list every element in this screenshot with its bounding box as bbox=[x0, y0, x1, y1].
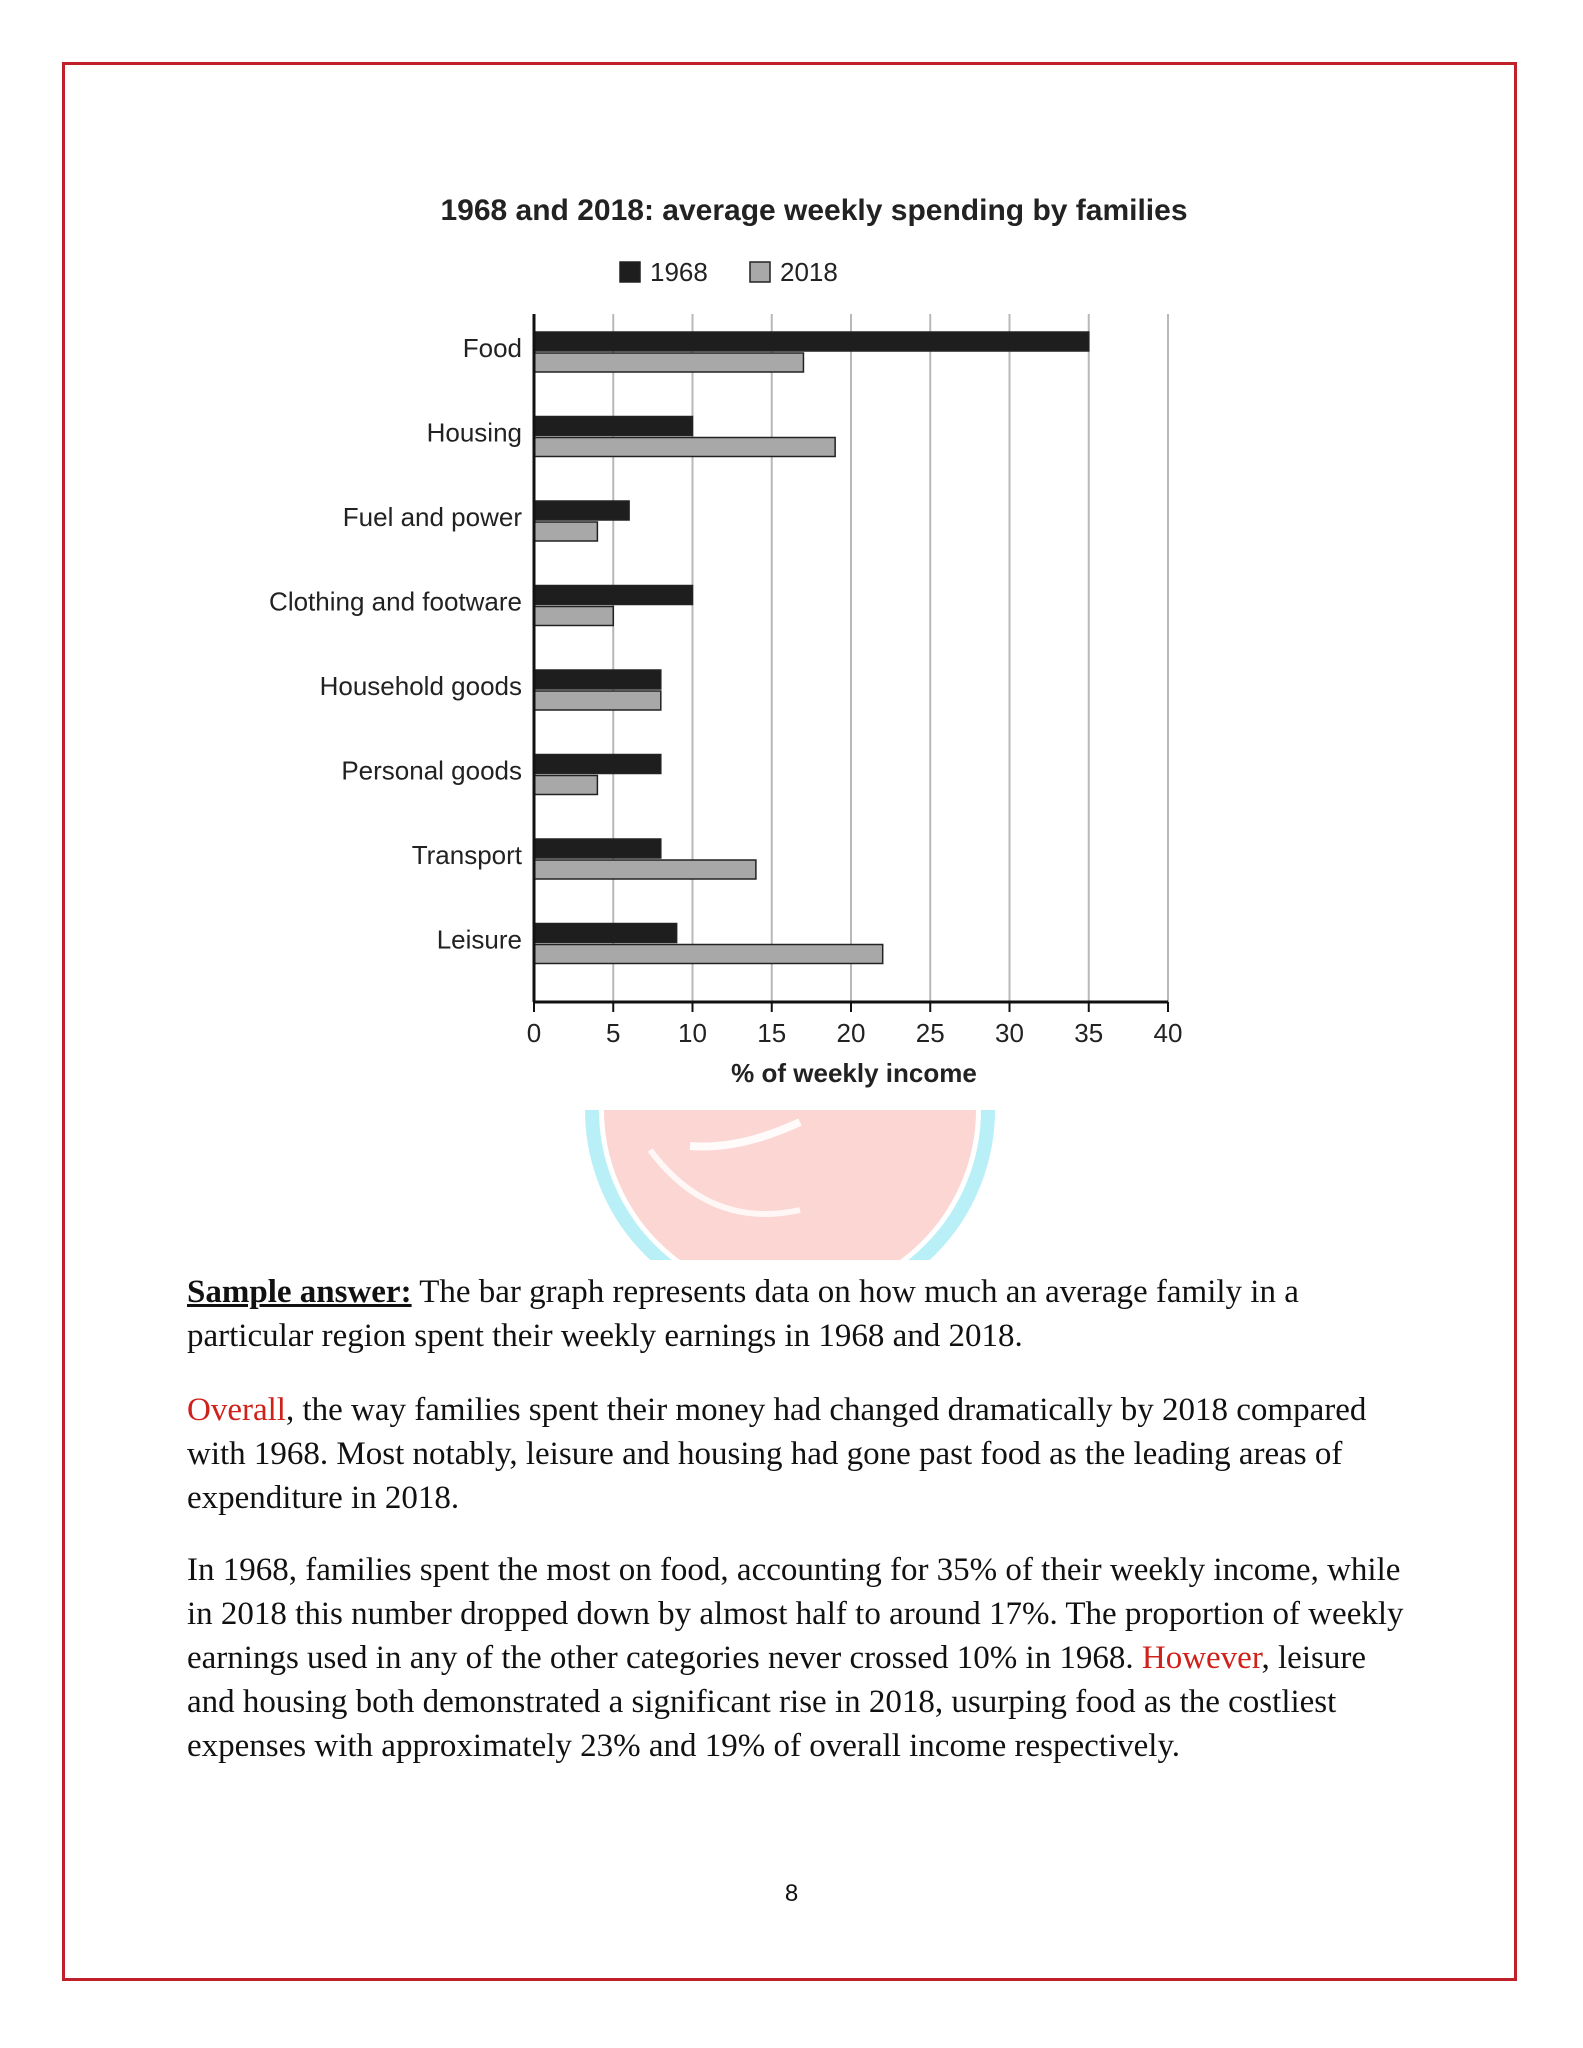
bar-1968-housing bbox=[534, 417, 693, 436]
category-labels bbox=[269, 333, 523, 955]
x-tick-label: 25 bbox=[915, 1018, 945, 1048]
legend-swatch-1968 bbox=[620, 262, 640, 282]
bar-2018-leisure bbox=[534, 945, 883, 964]
chart-legend bbox=[620, 257, 838, 287]
bar-2018-household-goods bbox=[534, 691, 661, 710]
bar-2018-food bbox=[534, 353, 803, 372]
bar-1968-transport bbox=[534, 839, 661, 858]
however-keyword: However bbox=[1141, 1640, 1262, 1676]
bar-1968-food bbox=[534, 332, 1089, 351]
bar-2018-personal-goods bbox=[534, 776, 597, 795]
x-tick-label: 30 bbox=[995, 1018, 1024, 1048]
category-label: Transport bbox=[411, 840, 522, 870]
bar-1968-household-goods bbox=[534, 670, 661, 689]
bar-1968-personal-goods bbox=[534, 755, 661, 774]
x-tick-label: 5 bbox=[606, 1018, 621, 1048]
x-tick-label: 35 bbox=[1074, 1018, 1104, 1048]
bar-2018-housing bbox=[534, 438, 835, 457]
page-number: 8 bbox=[784, 1880, 799, 1907]
x-axis-label: % of weekly income bbox=[731, 1058, 977, 1088]
bar-chart bbox=[230, 190, 1210, 1110]
x-tick-label: 0 bbox=[526, 1018, 542, 1048]
paragraph-overall bbox=[187, 1388, 1417, 1520]
category-label: Food bbox=[462, 333, 522, 363]
paragraph-overall-text: , the way families spent their money had changed dramatically by 2018 compared with 1968. Most notably, leisure and housing had gone past food as the leading areas of expenditure in 2018. bbox=[187, 1392, 1367, 1516]
paragraph-details bbox=[187, 1548, 1417, 1768]
chart-title: 1968 and 2018: average weekly spending by families bbox=[440, 194, 1188, 227]
x-tick-label: 15 bbox=[757, 1018, 787, 1048]
category-label: Personal goods bbox=[341, 755, 522, 786]
paragraph-details-text-a: In 1968, families spent the most on food, accounting for 35% of their weekly income, while in 2018 this number dropped down by almost half to around 17%. The proportion of weekly earnings used in any of the other categories never crossed 10% in 1968. bbox=[187, 1552, 1404, 1676]
legend-swatch-2018 bbox=[750, 262, 770, 282]
legend-label-1968: 1968 bbox=[650, 257, 708, 287]
bar-1968-leisure bbox=[534, 924, 677, 943]
chart-canvas bbox=[230, 190, 1210, 1110]
chart-bars bbox=[534, 332, 1089, 964]
category-label: Leisure bbox=[436, 924, 522, 955]
x-tick-label: 20 bbox=[836, 1018, 866, 1048]
bar-1968-clothing-and-footware bbox=[534, 586, 693, 605]
legend-label-2018: 2018 bbox=[780, 257, 838, 287]
overall-keyword: Overall bbox=[187, 1392, 286, 1428]
x-tick-label: 10 bbox=[678, 1018, 707, 1048]
category-label: Household goods bbox=[319, 671, 522, 701]
paragraph-intro-text: The bar graph represents data on how much an average family in a particular region spent their weekly earnings in 1968 and 2018. bbox=[187, 1274, 1299, 1354]
x-tick-label: 40 bbox=[1153, 1018, 1183, 1048]
paragraph-details-text-b: , leisure and housing both demonstrated a significant rise in 2018, usurping food as the costliest expenses with approximately 23% and 19% of overall income respectively. bbox=[187, 1640, 1366, 1764]
category-label: Housing bbox=[426, 417, 522, 448]
bar-2018-transport bbox=[534, 860, 756, 879]
category-label: Clothing and footware bbox=[269, 586, 522, 617]
x-tick-labels bbox=[527, 1018, 1183, 1048]
paragraph-intro bbox=[187, 1270, 1417, 1358]
bar-2018-clothing-and-footware bbox=[534, 607, 613, 626]
bar-1968-fuel-and-power bbox=[534, 501, 629, 520]
category-label: Fuel and power bbox=[342, 502, 522, 532]
bar-2018-fuel-and-power bbox=[534, 522, 597, 541]
watermark-logo bbox=[580, 1110, 1000, 1260]
sample-answer-label: Sample answer: bbox=[187, 1274, 412, 1310]
